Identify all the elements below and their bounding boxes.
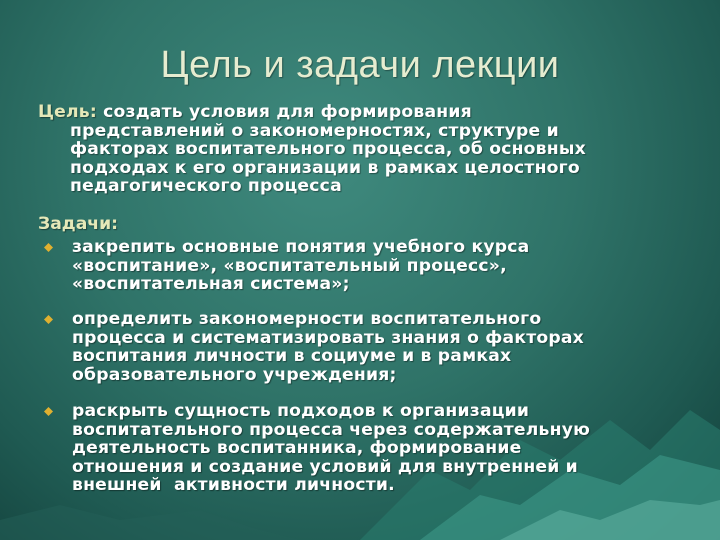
task-3-line-1: раскрыть сущность подходов к организации	[72, 401, 530, 421]
slide-title: Цель и задачи лекции	[160, 44, 560, 86]
task-3-line-2: воспитательного процесса через содержательную	[72, 419, 591, 440]
task-2-line-2: процесса и систематизировать знания о факторах	[72, 327, 584, 348]
task-2-line-1: определить закономерности воспитательного	[72, 309, 542, 329]
task-1-text	[72, 238, 698, 294]
task-3-line-3: деятельность воспитанника, формирование	[72, 438, 522, 458]
goal-line-3: факторах воспитательного процесса, об основных	[70, 139, 586, 159]
goal-line-4: подходах к его организации в рамках целостного	[70, 157, 580, 178]
tasks-label: Задачи:	[38, 214, 119, 234]
task-1-line-2: «воспитание», «воспитательный процесс»,	[72, 255, 507, 276]
diamond-bullet-icon	[44, 243, 53, 252]
goal-line-5: педагогического процесса	[70, 176, 342, 196]
task-2-line-4: образовательного учреждения;	[72, 364, 397, 385]
goal-line-2: представлений о закономерностях, структуре и	[70, 120, 559, 141]
tasks-block	[38, 214, 698, 495]
diamond-bullet-icon	[44, 407, 53, 416]
goal-block	[38, 103, 698, 196]
task-1-line-1: закрепить основные понятия учебного курса	[72, 237, 530, 257]
diamond-bullet-icon	[44, 315, 53, 324]
task-3-line-4: отношения и создание условий для внутренней и	[72, 456, 578, 477]
task-1-line-3: «воспитательная система»;	[72, 274, 350, 294]
task-2-line-3: воспитания личности в социуме и в рамках	[72, 346, 512, 366]
goal-text	[38, 103, 698, 196]
goal-line-1-text: создать условия для формирования	[103, 102, 472, 122]
goal-line-1	[38, 103, 698, 122]
task-2-text	[72, 310, 698, 384]
goal-label: Цель:	[38, 102, 97, 122]
task-3-line-5: внешней активности личности.	[72, 475, 395, 495]
task-3-text	[72, 402, 698, 495]
